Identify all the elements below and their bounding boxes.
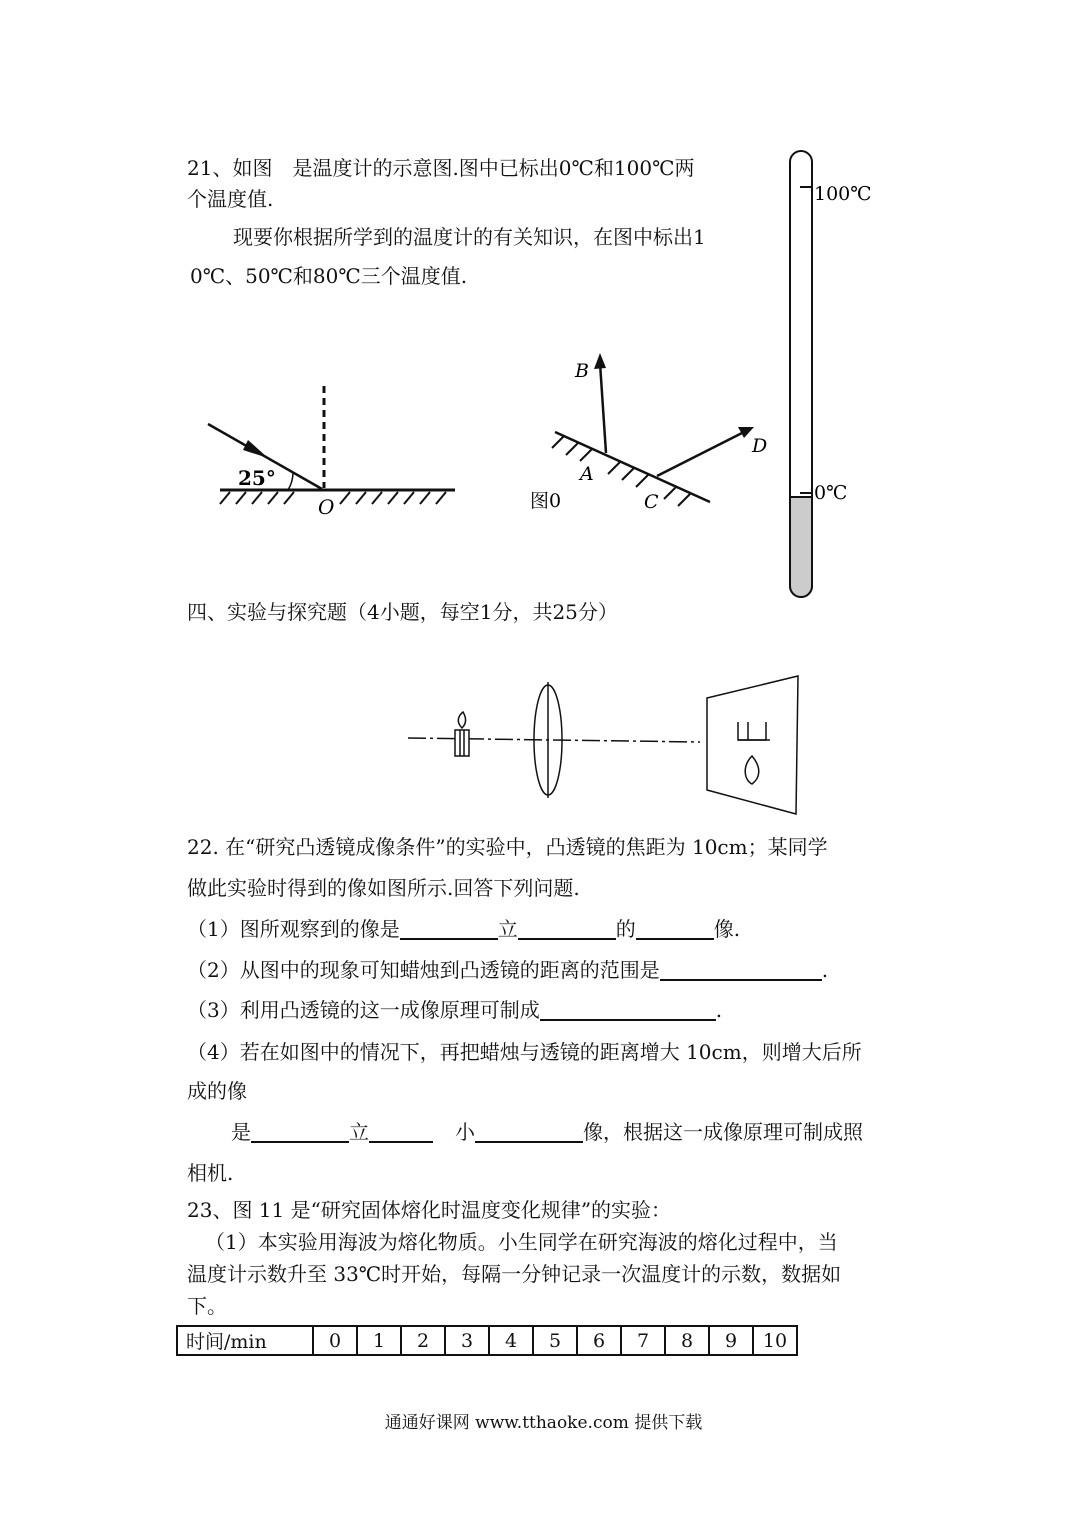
q22-sub4-line4: 相机. [187,1161,234,1185]
table-cell: 6 [577,1326,621,1355]
q22-sub4-text-c: 小 [455,1120,475,1144]
q23-line1: 23、图 11 是“研究固体熔化时温度变化规律”的实验： [187,1198,672,1222]
q21-line3: 现要你根据所学到的温度计的有关知识，在图中标出1 [233,225,706,249]
thermometer-figure [780,145,900,605]
table-cell: 7 [621,1326,665,1355]
ray-cd [657,432,744,476]
q22-sub4-text-a: 是 [231,1120,251,1144]
reflection-figure-right [520,345,780,525]
arrow-b [594,353,606,369]
q22-sub1-text-c: 的 [615,917,636,941]
q22-sub4-line2: 成的像 [187,1079,247,1103]
q22-sub3 [187,995,722,1025]
thermometer-bulb [790,497,812,597]
q23-line2: （1）本实验用海波为熔化物质。小生同学在研究海波的熔化过程中，当 [205,1230,838,1254]
q22-line2: 做此实验时得到的像如图所示.回答下列问题. [187,876,580,900]
q22-sub1-text-d: 像. [713,917,741,941]
q23-line4: 下。 [187,1294,227,1318]
table-cell: 3 [445,1326,489,1355]
lens-figure [400,670,810,820]
q22-sub4-line3 [231,1117,863,1147]
screen [707,676,798,814]
answer-blank-1[interactable] [400,916,498,940]
q22-sub4-line1: （4）若在如图中的情况下，再把蜡烛与透镜的距离增大 10cm，则增大后所 [187,1040,862,1064]
q21-line1: 21、如图 是温度计的示意图.图中已标出0℃和100℃两 [187,156,695,180]
incident-arrow [243,440,268,458]
angle-label: 25° [238,466,276,490]
answer-blank-8[interactable] [475,1119,583,1143]
section-heading: 四、实验与探究题（4小题，每空1分，共25分） [187,600,618,624]
q21-line4: 0℃、50℃和80℃三个温度值. [190,264,468,288]
answer-blank-2[interactable] [518,916,616,940]
table-row [177,1326,797,1355]
figure-caption: 图0 [530,490,562,512]
label-b: B [575,360,589,382]
label-d: D [752,435,768,457]
q21-line2: 个温度值. [187,187,274,211]
table-cell: 9 [709,1326,753,1355]
table-cell: 8 [665,1326,709,1355]
q22-sub1-text-a: （1）图所观察到的像是 [187,917,400,941]
label-0: 0℃ [814,482,848,504]
q22-sub3-text-b: . [715,998,723,1022]
table-header-cell: 时间/min [177,1326,313,1355]
table-cell: 10 [753,1326,797,1355]
time-table [176,1325,798,1356]
table-cell: 1 [357,1326,401,1355]
label-100: 100℃ [814,183,872,205]
table-cell: 5 [533,1326,577,1355]
label-a: A [580,463,594,485]
angle-arc [288,472,293,490]
table-cell: 4 [489,1326,533,1355]
point-o-label: O [318,495,335,519]
q22-line1: 22. 在“研究凸透镜成像条件”的实验中，凸透镜的焦距为 10cm；某同学 [187,835,828,859]
candle [455,712,469,756]
answer-blank-3[interactable] [636,916,714,940]
table-cell: 0 [313,1326,357,1355]
answer-blank-4[interactable] [660,957,822,981]
optical-axis [408,738,700,742]
q22-sub3-text-a: （3）利用凸透镜的这一成像原理可制成 [187,998,540,1022]
q22-sub2 [187,955,828,985]
answer-blank-6[interactable] [251,1119,349,1143]
reflection-figure-left [200,380,470,520]
table-cell: 2 [401,1326,445,1355]
page-footer: 通通好课网 www.tthaoke.com 提供下载 [384,1413,703,1433]
q22-sub2-text-a: （2）从图中的现象可知蜡烛到凸透镜的距离的范围是 [187,958,660,982]
mirror-line [555,432,710,502]
q22-sub1-text-b: 立 [497,917,518,941]
q22-sub2-text-b: . [821,958,829,982]
q22-sub4-text-b: 立 [349,1120,369,1144]
q23-line3: 温度计示数升至 33℃时开始，每隔一分钟记录一次温度计的示数，数据如 [187,1262,842,1286]
q22-sub4-text-d: 像，根据这一成像原理可制成照 [583,1120,863,1144]
answer-blank-7[interactable] [369,1119,433,1143]
q22-sub1 [187,914,740,944]
ray-ab [600,363,606,453]
answer-blank-5[interactable] [540,997,716,1021]
label-c: C [644,491,659,513]
